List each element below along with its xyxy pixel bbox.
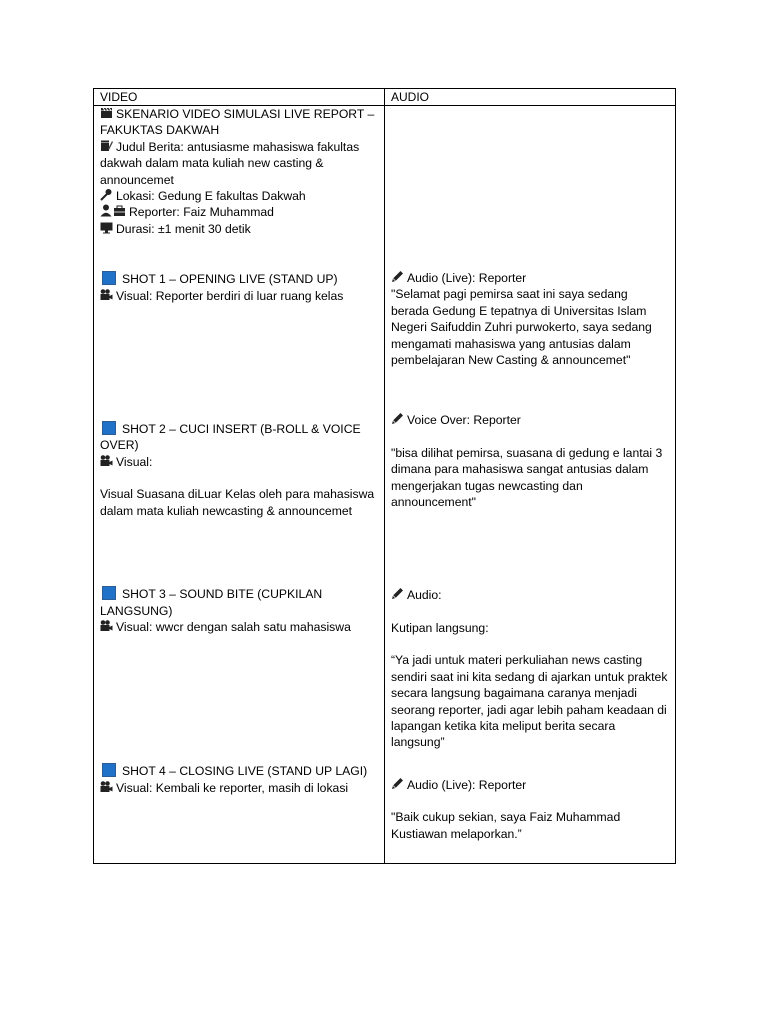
durasi-line [100, 221, 378, 237]
spacer [100, 237, 378, 271]
video-column [94, 106, 385, 864]
video-camera-icon [100, 619, 113, 632]
location-pin-icon [100, 188, 113, 201]
clapper-pencil-icon [100, 139, 113, 152]
spacer [391, 106, 669, 270]
shot2-visual-line [100, 454, 378, 470]
audio-header: AUDIO [385, 89, 676, 106]
video-camera-icon [100, 288, 113, 301]
pencil-icon [391, 412, 404, 425]
spacer [100, 635, 378, 763]
pencil-icon [391, 777, 404, 790]
spacer [391, 429, 669, 445]
shot2-audio-label-line [391, 412, 669, 428]
shot3-audio [391, 587, 669, 750]
judul-line [100, 139, 378, 188]
shot3-audio-sub: Kutipan langsung: [391, 620, 489, 635]
shot2-visual: Visual: [116, 454, 153, 469]
shot1-audio-label-line [391, 270, 669, 286]
clapper-board-icon [100, 106, 113, 119]
shot3-visual: Visual: wwcr dengan salah satu mahasiswa [116, 619, 351, 634]
spacer [391, 793, 669, 809]
blue-square-icon [102, 421, 116, 435]
shot1-title: SHOT 1 – OPENING LIVE (STAND UP) [122, 272, 338, 287]
shot3-audio-label: Audio: [407, 588, 442, 603]
shot1-title-line [100, 271, 378, 287]
audio-column [385, 106, 676, 864]
shot3-title: SHOT 3 – SOUND BITE (CUPKILAN LANGSUNG) [100, 587, 323, 618]
shot3-video [100, 586, 378, 635]
spacer [391, 751, 669, 777]
shot4-title-line [100, 763, 378, 779]
reporter-text: Reporter: Faiz Muhammad [129, 205, 274, 220]
blue-square-icon [102, 271, 116, 285]
shot2-visual-desc: Visual Suasana diLuar Kelas oleh para mahasiswa dalam mata kuliah newcasting & announcemet [100, 487, 375, 518]
shot4-audio [391, 777, 669, 842]
shot3-title-line [100, 586, 378, 619]
scenario-title: SKENARIO VIDEO SIMULASI LIVE REPORT – FAKUKTAS DAKWAH [100, 107, 375, 138]
spacer [100, 519, 378, 586]
blue-square-icon [102, 586, 116, 600]
judul-text: Judul Berita: antusiasme mahasiswa fakultas dakwah dalam mata kuliah new casting & announcemet [100, 139, 360, 187]
spacer [100, 470, 378, 486]
shot4-visual: Visual: Kembali ke reporter, masih di lokasi [116, 780, 349, 795]
reporter-briefcase-icon [100, 204, 126, 217]
shot1-audio-label: Audio (Live): Reporter [407, 271, 527, 285]
shot4-video [100, 763, 378, 796]
shot3-audio-label-line [391, 587, 669, 603]
shot1-audio-text: "Selamat pagi pemirsa saat ini saya sedang berada Gedung E tepatnya di Universitas Islam Negeri Saifuddin Zuhri purwokerto, saya sedang mengamati mahasiswa yang antusias dalam pembelajaran New Casting & announcemet" [391, 287, 652, 368]
shot2-audio [391, 412, 669, 510]
shot2-audio-text: "bisa dilihat pemirsa, suasana di gedung e lantai 3 dimana para mahasiswa sangat antusias dalam mengerjakan tugas newcasting dan announcement" [391, 445, 663, 510]
shot4-title: SHOT 4 – CLOSING LIVE (STAND UP LAGI) [122, 764, 368, 779]
shot1-video [100, 271, 378, 304]
spacer [391, 368, 669, 412]
pencil-icon [391, 270, 404, 283]
shot4-audio-label: Audio (Live): Reporter [407, 777, 527, 792]
lokasi-line [100, 188, 378, 204]
shot2-title-line [100, 421, 378, 454]
content-row [94, 106, 676, 864]
shot2-audio-label: Voice Over: Reporter [407, 413, 521, 428]
lokasi-text: Lokasi: Gedung E fakultas Dakwah [116, 189, 306, 204]
shot1-visual-line [100, 288, 378, 304]
intro-block [100, 106, 378, 237]
monitor-icon [100, 221, 113, 234]
pencil-icon [391, 587, 404, 600]
video-camera-icon [100, 454, 113, 467]
shot2-title: SHOT 2 – CUCI INSERT (B-ROLL & VOICE OVER) [100, 422, 361, 453]
spacer [391, 636, 669, 652]
shot3-visual-line [100, 619, 378, 635]
durasi-text: Durasi: ±1 menit 30 detik [116, 221, 251, 236]
shot2-video [100, 421, 378, 519]
script-table [93, 88, 676, 864]
shot3-audio-text: “Ya jadi untuk materi perkuliahan news casting sendiri saat ini kita sedang di ajarkan untuk praktek secara langsung bagaimana caranya menjadi seorang reporter, jadi agar lebih paham keadaan di lapangan ketika kita meliput berita secara langsung” [391, 653, 668, 750]
video-camera-icon [100, 780, 113, 793]
scenario-title-line [100, 106, 378, 139]
shot4-audio-label-line [391, 777, 669, 793]
spacer [391, 510, 669, 587]
spacer [100, 304, 378, 421]
reporter-line [100, 204, 378, 220]
blue-square-icon [102, 763, 116, 777]
shot4-audio-text: "Baik cukup sekian, saya Faiz Muhammad Kustiawan melaporkan.” [391, 810, 621, 841]
spacer [391, 604, 669, 620]
video-header: VIDEO [94, 89, 385, 106]
shot1-visual: Visual: Reporter berdiri di luar ruang kelas [116, 288, 344, 303]
shot4-visual-line [100, 780, 378, 796]
header-row [94, 89, 676, 106]
shot1-audio [391, 270, 669, 368]
